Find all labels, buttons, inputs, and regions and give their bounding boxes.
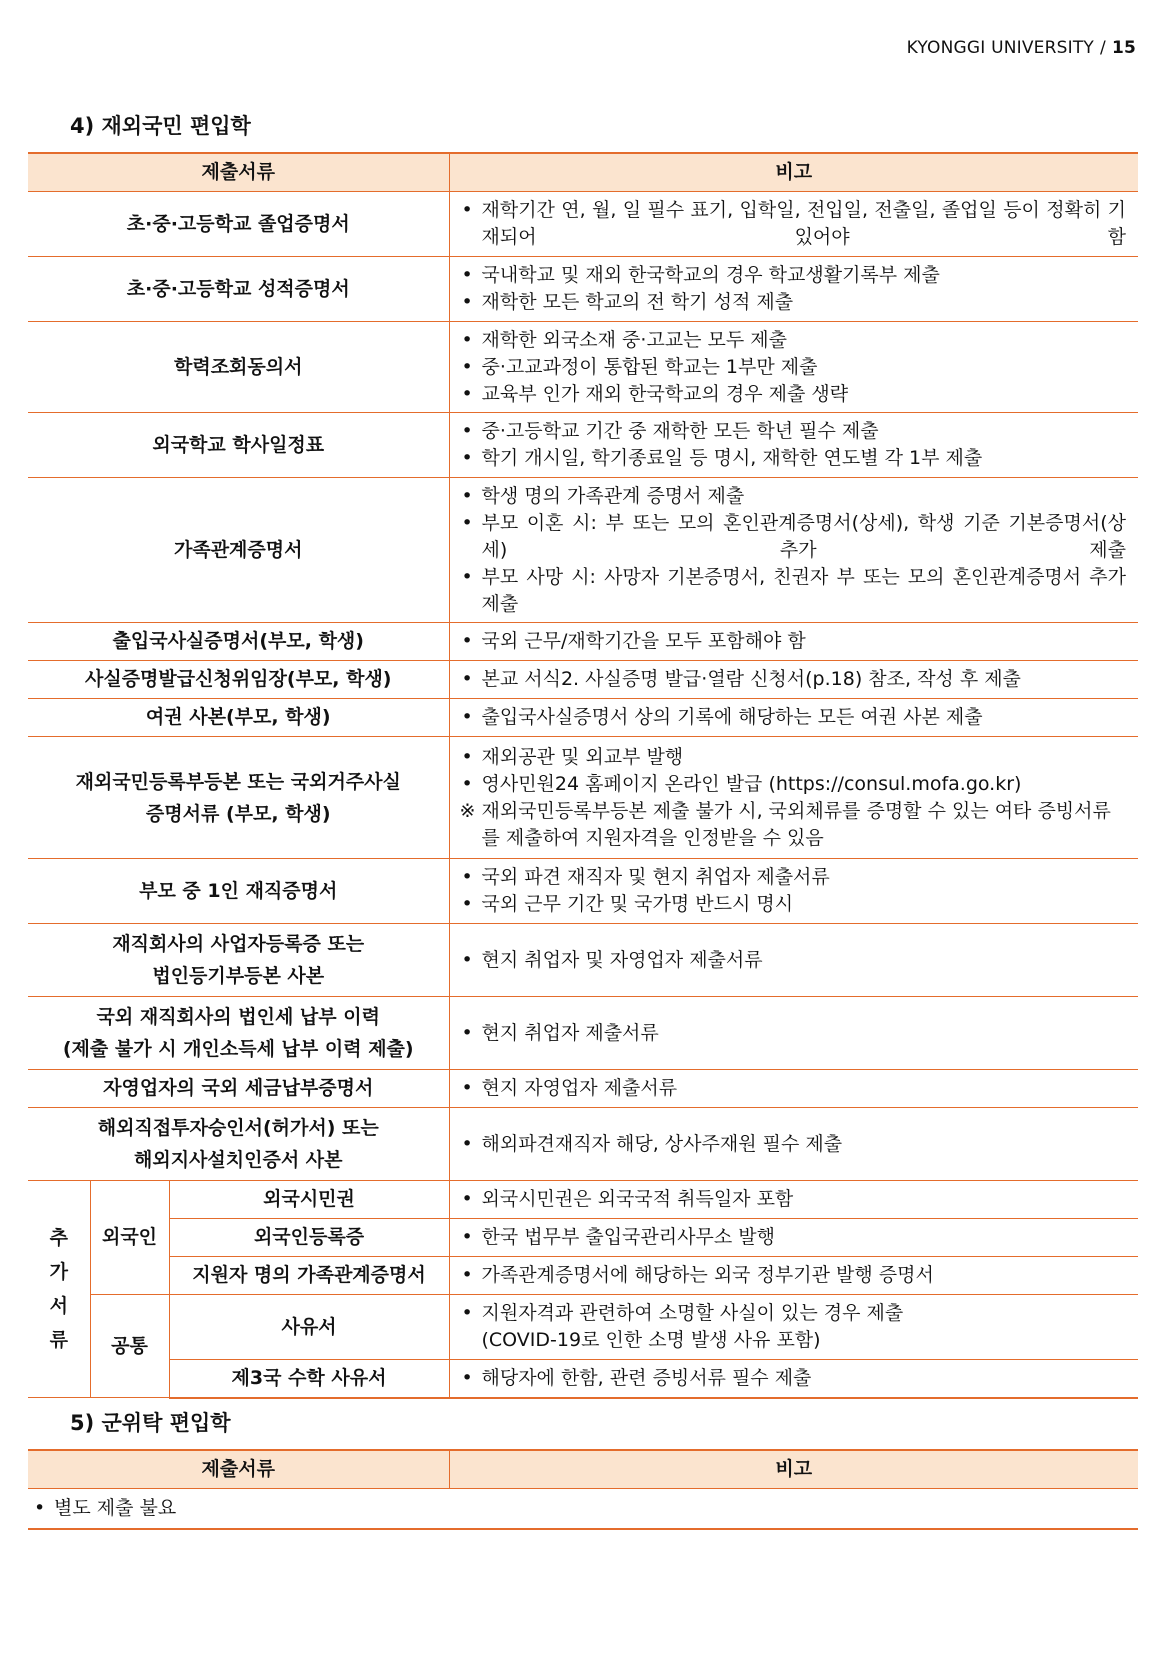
table-row bbox=[28, 1295, 1138, 1360]
table-row bbox=[28, 413, 1138, 478]
table-row bbox=[28, 997, 1138, 1070]
doc-name: 가족관계증명서 bbox=[28, 478, 449, 623]
doc-name-line: 법인등기부등본 사본 bbox=[152, 965, 325, 987]
doc-note bbox=[449, 737, 1138, 859]
page-header bbox=[907, 38, 1136, 58]
doc-name-line: 재직회사의 사업자등록증 또는 bbox=[112, 933, 365, 955]
table-row bbox=[28, 699, 1138, 737]
doc-name: 학력조회동의서 bbox=[28, 322, 449, 413]
note-item: • 국외 근무 기간 및 국가명 반드시 명시 bbox=[460, 891, 1127, 918]
table-header-row bbox=[28, 153, 1138, 192]
doc-name: 외국인등록증 bbox=[169, 1219, 449, 1257]
doc-name-line: 증명서류 (부모, 학생) bbox=[145, 802, 331, 825]
note-item: • 중·고교과정이 통합된 학교는 1부만 제출 bbox=[460, 354, 1127, 381]
section-4-table bbox=[28, 152, 1138, 1399]
doc-name-line: 해외직접투자승인서(허가서) 또는 bbox=[97, 1117, 379, 1139]
extra-docs-group-label bbox=[28, 1181, 90, 1398]
doc-name: 사유서 bbox=[169, 1295, 449, 1360]
note-item: • 재학기간 연, 월, 일 필수 표기, 입학일, 전입일, 전출일, 졸업일 등이 정확히 기재되어 있어야 함 bbox=[460, 197, 1127, 251]
section-4-title: 4) 재외국민 편입학 bbox=[70, 114, 251, 138]
doc-name: 제3국 수학 사유서 bbox=[169, 1360, 449, 1398]
note-item: • 가족관계증명서에 해당하는 외국 정부기관 발행 증명서 bbox=[460, 1262, 1127, 1289]
doc-note bbox=[449, 1219, 1138, 1257]
page-number: 15 bbox=[1111, 38, 1136, 58]
doc-note bbox=[449, 623, 1138, 661]
table-row bbox=[28, 1108, 1138, 1181]
doc-note bbox=[449, 699, 1138, 737]
doc-note bbox=[449, 413, 1138, 478]
doc-note bbox=[449, 859, 1138, 924]
column-header-docs: 제출서류 bbox=[28, 153, 449, 192]
doc-name: 외국학교 학사일정표 bbox=[28, 413, 449, 478]
note-item: • 현지 취업자 및 자영업자 제출서류 bbox=[460, 947, 1127, 974]
note-item: • 부모 이혼 시: 부 또는 모의 혼인관계증명서(상세), 학생 기준 기본증명서(상세) 추가 제출 bbox=[460, 510, 1127, 564]
doc-name: 사실증명발급신청위임장(부모, 학생) bbox=[28, 661, 449, 699]
doc-name: 부모 중 1인 재직증명서 bbox=[28, 859, 449, 924]
vertical-char: 가 bbox=[49, 1261, 68, 1283]
table-row bbox=[28, 1181, 1138, 1219]
table-row bbox=[28, 322, 1138, 413]
doc-note bbox=[449, 1360, 1138, 1398]
table-row bbox=[28, 623, 1138, 661]
doc-name bbox=[28, 997, 449, 1070]
doc-name: 출입국사실증명서(부모, 학생) bbox=[28, 623, 449, 661]
doc-name: 지원자 명의 가족관계증명서 bbox=[169, 1257, 449, 1295]
column-header-docs: 제출서류 bbox=[28, 1450, 449, 1489]
note-item: • 영사민원24 홈페이지 온라인 발급 (https://consul.mofa.go.kr) bbox=[460, 771, 1127, 798]
table-row bbox=[28, 257, 1138, 322]
table-row bbox=[28, 661, 1138, 699]
table-row bbox=[28, 1257, 1138, 1295]
note-text: 지원자격과 관련하여 소명할 사실이 있는 경우 제출 bbox=[481, 1302, 904, 1324]
note-item: • 현지 취업자 제출서류 bbox=[460, 1020, 1127, 1047]
table-row bbox=[28, 1070, 1138, 1108]
column-header-notes: 비고 bbox=[449, 1450, 1138, 1489]
note-item: • 별도 제출 불요 bbox=[32, 1495, 1134, 1522]
note-item: • 본교 서식2. 사실증명 발급·열람 신청서(p.18) 참조, 작성 후 제출 bbox=[460, 666, 1127, 693]
section-5-title: 5) 군위탁 편입학 bbox=[70, 1411, 231, 1435]
table-row bbox=[28, 1219, 1138, 1257]
note-item: • 해외파견재직자 해당, 상사주재원 필수 제출 bbox=[460, 1131, 1127, 1158]
column-header-notes: 비고 bbox=[449, 153, 1138, 192]
note-item: • 재외공관 및 외교부 발행 bbox=[460, 744, 1127, 771]
note-item: • 출입국사실증명서 상의 기록에 해당하는 모든 여권 사본 제출 bbox=[460, 704, 1127, 731]
note-item: • 중·고등학교 기간 중 재학한 모든 학년 필수 제출 bbox=[460, 418, 1127, 445]
doc-note bbox=[449, 661, 1138, 699]
note-item: • 재학한 모든 학교의 전 학기 성적 제출 bbox=[460, 289, 1127, 316]
doc-name: 자영업자의 국외 세금납부증명서 bbox=[28, 1070, 449, 1108]
doc-note bbox=[449, 1181, 1138, 1219]
note-item bbox=[460, 1300, 1127, 1354]
doc-name bbox=[28, 924, 449, 997]
extra-docs-vertical-text bbox=[28, 1221, 90, 1357]
section-5-table bbox=[28, 1449, 1138, 1530]
note-item: • 학기 개시일, 학기종료일 등 명시, 재학한 연도별 각 1부 제출 bbox=[460, 445, 1127, 472]
doc-name: 초·중·고등학교 졸업증명서 bbox=[28, 192, 449, 257]
doc-note bbox=[28, 1489, 1138, 1529]
table-row bbox=[28, 859, 1138, 924]
reference-mark: ※ bbox=[459, 799, 476, 822]
doc-name bbox=[28, 737, 449, 859]
doc-note bbox=[449, 1257, 1138, 1295]
table-row bbox=[28, 737, 1138, 859]
doc-name-line: 해외지사설치인증서 사본 bbox=[133, 1149, 343, 1171]
note-item: • 현지 자영업자 제출서류 bbox=[460, 1075, 1127, 1102]
reference-note bbox=[460, 798, 1127, 852]
note-subtext: (COVID-19로 인한 소명 발생 사유 포함) bbox=[481, 1329, 821, 1351]
note-item: • 해당자에 한함, 관련 증빙서류 필수 제출 bbox=[460, 1365, 1127, 1392]
vertical-char: 류 bbox=[49, 1329, 68, 1351]
foreigner-group-label: 외국인 bbox=[90, 1181, 169, 1295]
table-row bbox=[28, 478, 1138, 623]
doc-name: 초·중·고등학교 성적증명서 bbox=[28, 257, 449, 322]
university-name: KYONGGI UNIVERSITY bbox=[906, 38, 1094, 58]
doc-note bbox=[449, 1108, 1138, 1181]
doc-note bbox=[449, 997, 1138, 1070]
table-row bbox=[28, 192, 1138, 257]
note-item: • 재학한 외국소재 중·고교는 모두 제출 bbox=[460, 327, 1127, 354]
doc-name: 여권 사본(부모, 학생) bbox=[28, 699, 449, 737]
table-row bbox=[28, 1360, 1138, 1398]
doc-note bbox=[449, 924, 1138, 997]
doc-name: 외국시민권 bbox=[169, 1181, 449, 1219]
doc-note bbox=[449, 1070, 1138, 1108]
doc-note bbox=[449, 192, 1138, 257]
vertical-char: 추 bbox=[49, 1227, 68, 1249]
doc-name bbox=[28, 1108, 449, 1181]
reference-text: 재외국민등록부등본 제출 불가 시, 국외체류를 증명할 수 있는 여타 증빙서류를 제출하여 지원자격을 인정받을 수 있음 bbox=[481, 799, 1111, 849]
note-item: • 한국 법무부 출입국관리사무소 발행 bbox=[460, 1224, 1127, 1251]
header-separator: / bbox=[1100, 38, 1106, 58]
doc-name-line: 재외국민등록부등본 또는 국외거주사실 bbox=[75, 770, 401, 793]
doc-note bbox=[449, 322, 1138, 413]
note-item: • 국내학교 및 재외 한국학교의 경우 학교생활기록부 제출 bbox=[460, 262, 1127, 289]
note-item: • 학생 명의 가족관계 증명서 제출 bbox=[460, 483, 1127, 510]
doc-note bbox=[449, 1295, 1138, 1360]
doc-name-line: (제출 불가 시 개인소득세 납부 이력 제출) bbox=[62, 1038, 414, 1060]
note-item: • 외국시민권은 외국국적 취득일자 포함 bbox=[460, 1186, 1127, 1213]
table-row bbox=[28, 1489, 1138, 1529]
vertical-char: 서 bbox=[49, 1295, 68, 1317]
doc-name-line: 국외 재직회사의 법인세 납부 이력 bbox=[96, 1006, 380, 1028]
table-header-row bbox=[28, 1450, 1138, 1489]
note-item: • 부모 사망 시: 사망자 기본증명서, 친권자 부 또는 모의 혼인관계증명서 추가 제출 bbox=[460, 564, 1127, 618]
note-item: • 국외 근무/재학기간을 모두 포함해야 함 bbox=[460, 628, 1127, 655]
doc-note bbox=[449, 478, 1138, 623]
note-item: • 국외 파견 재직자 및 현지 취업자 제출서류 bbox=[460, 864, 1127, 891]
doc-note bbox=[449, 257, 1138, 322]
note-item: • 교육부 인가 재외 한국학교의 경우 제출 생략 bbox=[460, 381, 1127, 408]
table-row bbox=[28, 924, 1138, 997]
common-group-label: 공통 bbox=[90, 1295, 169, 1398]
